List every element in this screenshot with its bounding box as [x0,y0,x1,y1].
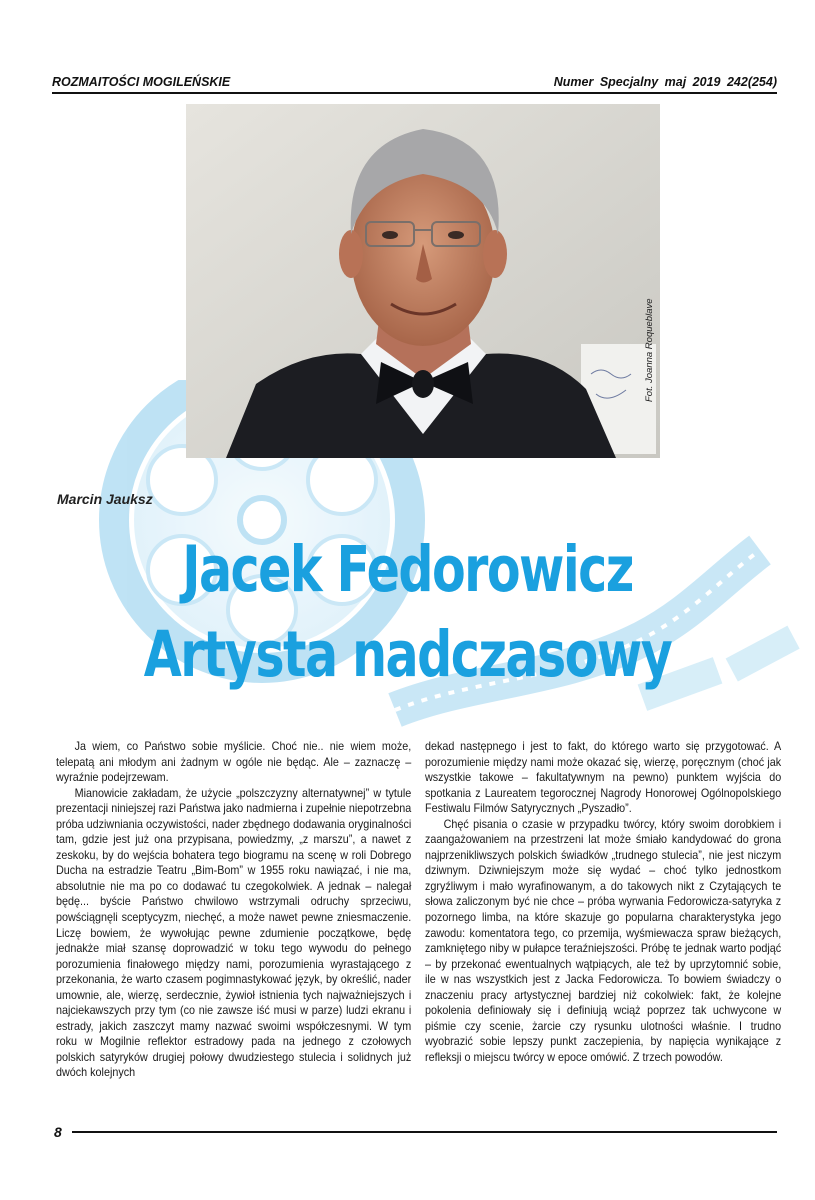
article-title-line1: Jacek Fedorowicz [182,533,633,606]
page-number: 8 [54,1124,62,1140]
author-name: Marcin Jauksz [57,491,153,507]
portrait-photo [186,104,660,458]
photo-credit: Fot. Joanna Roqueblave [644,298,655,402]
paragraph: Mianowicie zakładam, że użycie „polszczyzny alternatywnej” w tytule prezentacji niniejszej razi Państwa jako nadmierna i zupełnie niepotrzebna próba udziwniania oczywistości, nader zbędnego dodawania oryginalności tam, gdzie jest już ona przypisana, powiedzmy, „z marszu”, a nawet z zeskoku, by do wejścia bohatera tego biogramu na scenę w roli Dobrego Ducha na estradzie Teatru „Bim-Bom” w 1955 roku nawiązać, i nie ma, absolutnie nie ma po co dodawać tu czegokolwiek. A jednak – nalegał będę... byście Państwo chwilowo wstrzymali odruchy sprzeciwu, powściągnęli sceptycyzm, niechęć, a może nawet pewne zniesmaczenie. Liczę bowiem, że wywołując pewne zdumienie początkowe, będę jednakże miał szansę doprowadzić w toku tego wywodu do pełnego porozumienia finałowego między nami, porozumienia wyrastającego z przekonania, że warto czasem pogimnastykować język, by określić, nader umownie, ale, wierzę, serdecznie, żywioł istnienia tych najważniejszych i najciekawszych przy tym (co nie zawsze iść musi w parze) ludzi ekranu i estrady, jakich zaszczyt mamy nazwać swoimi współczesnymi. W tym roku w Mogilnie reflektor estradowy pada na jednego z czołowych polskich satyryków drugiej połowy dwudziestego stulecia i solidnych już dwóch kolejnych [56,786,412,1080]
paragraph: Ja wiem, co Państwo sobie myślicie. Choć nie.. nie wiem może, telepatą ani młodym ani żadnym w ogóle nie będąc. Ale – zaznaczę – wyraźnie podejrzewam. [56,740,412,785]
running-header [52,75,777,93]
text-column-left [56,739,411,1081]
text-column-right [425,739,781,1065]
header-rule [52,92,777,94]
paragraph: Chęć pisania o czasie w przypadku twórcy, który swoim dorobkiem i zaangażowaniem na przestrzeni lat może śmiało kandydować do grona najprzenikliwszych polskich świadków „trudnego stulecia”, nie jest niczym dziwnym. Dziwniejszym może się wydać – choć tylko jednostkom zgryźliwym i mało wyrafinowanym, a do takowych nikt z Czytających te słowa zaliczonym być nie chce – próba wyrwania Fedorowicza-satyryka z pozornego limba, na które skazuje go popularna charakterystyka jego zawodu: komentatora tego, co przemija, wyśmiewacza spraw bieżących, zamkniętego niby w pułapce teraźniejszości. Próbę te jednak warto podjąć – by przekonać ewentualnych wątpiących, ale też by uprzytomnić sobie, ile w nas wszystkich jest z Jacka Fedorowicza. To bowiem świadczy o znaczeniu pracy artystycznej bardziej niż cokolwiek: fakt, że kolejne pokolenia definiowały się i definiują wciąż poprzez tak uchwycone w piśmie czy scenie, żarcie czy rysunku ulotności właśnie. I trudno wyobrazić sobie lepszy punkt zaczepienia, by napięcia wynikające z refleksji o miejscu twórcy w epoce omówić. Z trzech powodów. [425,817,782,1064]
issue-info: Numer Specjalny maj 2019 242(254) [553,75,777,89]
portrait-image [186,104,660,458]
article-title-line2: Artysta nadczasowy [143,618,672,691]
publication-name: ROZMAITOŚCI MOGILEŃSKIE [52,75,231,89]
footer-rule [72,1131,777,1133]
paragraph: dekad następnego i jest to fakt, do którego warto się przygotować. A porozumienie między nami może okazać się, wierzę, poręcznym (choć jak wszystkie takowe – fakultatywnym na pewno) punktem wyjścia do spotkania z Laureatem tegorocznej Nagrody Honorowej Ogólnopolskiego Festiwalu Filmów Satyrycznych „Pyszadło”. [425,740,782,816]
